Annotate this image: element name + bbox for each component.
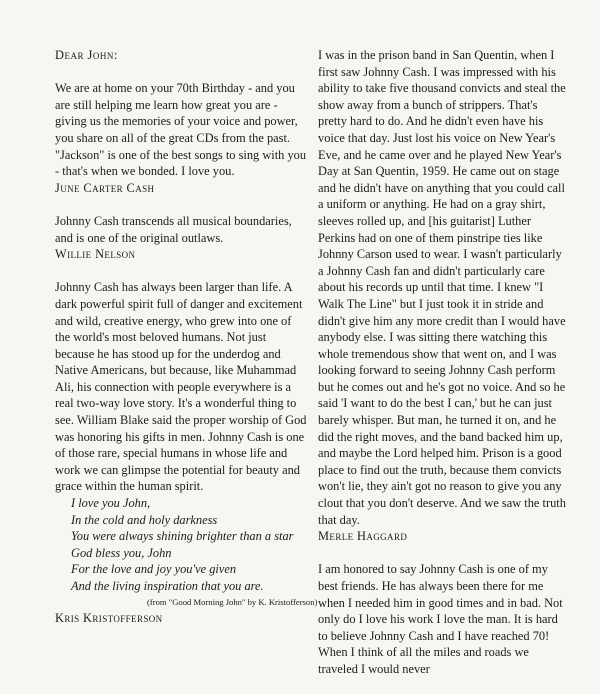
poem-line: God bless you, John	[71, 545, 172, 560]
poem-author: Kris Kristofferson	[55, 610, 163, 625]
tribute-kris-kristofferson-text: Johnny Cash has always been larger than life. A dark powerful spirit full of danger and excitement and wild, creative energy, who grew into one of the world's most beloved humans. Not just because he has stood up for the underdog and Native Americans, but because, like Muhammad Ali, his connection with people everywhere is a real two-way love story. It's a wonderful thing to see. William Blake said the proper worship of God was honoring his gifts in men. Johnny Cash is one of those rare, special humans in whose life and work we can glimpse the potential for beauty and grace within the human spirit.	[55, 280, 307, 494]
poem-line: I love you John,	[71, 496, 151, 511]
left-column	[55, 47, 318, 643]
tribute-june-carter-cash-author: June Carter Cash	[55, 180, 155, 195]
tribute-willie-nelson-author: Willie Nelson	[55, 247, 136, 262]
tribute-merle-haggard-author: Merle Haggard	[318, 529, 408, 544]
poem-line: You were always shining brighter than a star	[71, 529, 294, 544]
tribute-merle-haggard-text: I was in the prison band in San Quentin, when I first saw Johnny Cash. I was impressed with his ability to take five thousand convicts and steal the show away from a bunch of strippers. That's pretty hard to do. And he didn't even have his voice that day. Just lost his voice on New Year's Eve, and he came over and he played New Year's Day at San Quentin, 1959. He came out on stage and he didn't have on anything that you could call a uniform or anything. He had on a gray shirt, sleeves rolled up, and [his guitarist] Luther Perkins had on one of them pinstripe ties like Johnny Carson used to wear. I wasn't particularly a Johnny Cash fan and didn't particularly care about his records up until that time. I knew "I Walk The Line" but I just took it in stride and didn't give him any more credit than I would have anybody else. I was sitting there watching this whole tremendous show that went on, and I was looking forward to seeing Johnny Cash perform but he comes out and he's got no voice. And so he said 'I want to do the best I can,' but he can just barely whisper. But man, he turned it on, and he did the right moves, and the band backed him up, and maybe the Lord helped him. Prison is a good place to find out the truth, because them convicts won't lie, they ain't got no reason to give you any clout that you don't deserve. And we saw the truth that day.	[318, 48, 566, 527]
poem-line: And the living inspiration that you are.	[71, 579, 264, 593]
poem-line: In the cold and holy darkness	[71, 512, 218, 527]
tribute-june-carter-cash-text: We are at home on your 70th Birthday - and you are still helping me learn how great you are - giving us the memories of your voice and power, you share on all of the great CDs from the past. "Jackson" is one of the best songs to sing with you - that's when we bonded. I love you.	[55, 81, 307, 179]
poem-credit: (from "Good Morning John" by K. Kristofferson)	[147, 596, 318, 607]
right-column	[318, 47, 566, 694]
poem-excerpt	[55, 495, 307, 595]
greeting: Dear John:	[55, 48, 118, 62]
poem-line: For the love and joy you've given	[71, 562, 237, 577]
tribute-willie-nelson-text: Johnny Cash transcends all musical boundaries, and is one of the original outlaws.	[55, 213, 292, 245]
tribute-best-friend-text: I am honored to say Johnny Cash is one of my best friends. He has always been there for me when I needed him in good times and in bad. Not only do I love his work I love the man. It is hard to believe Johnny Cash and I have reached 70! When I think of all the miles and roads we traveled I would never	[318, 562, 563, 676]
